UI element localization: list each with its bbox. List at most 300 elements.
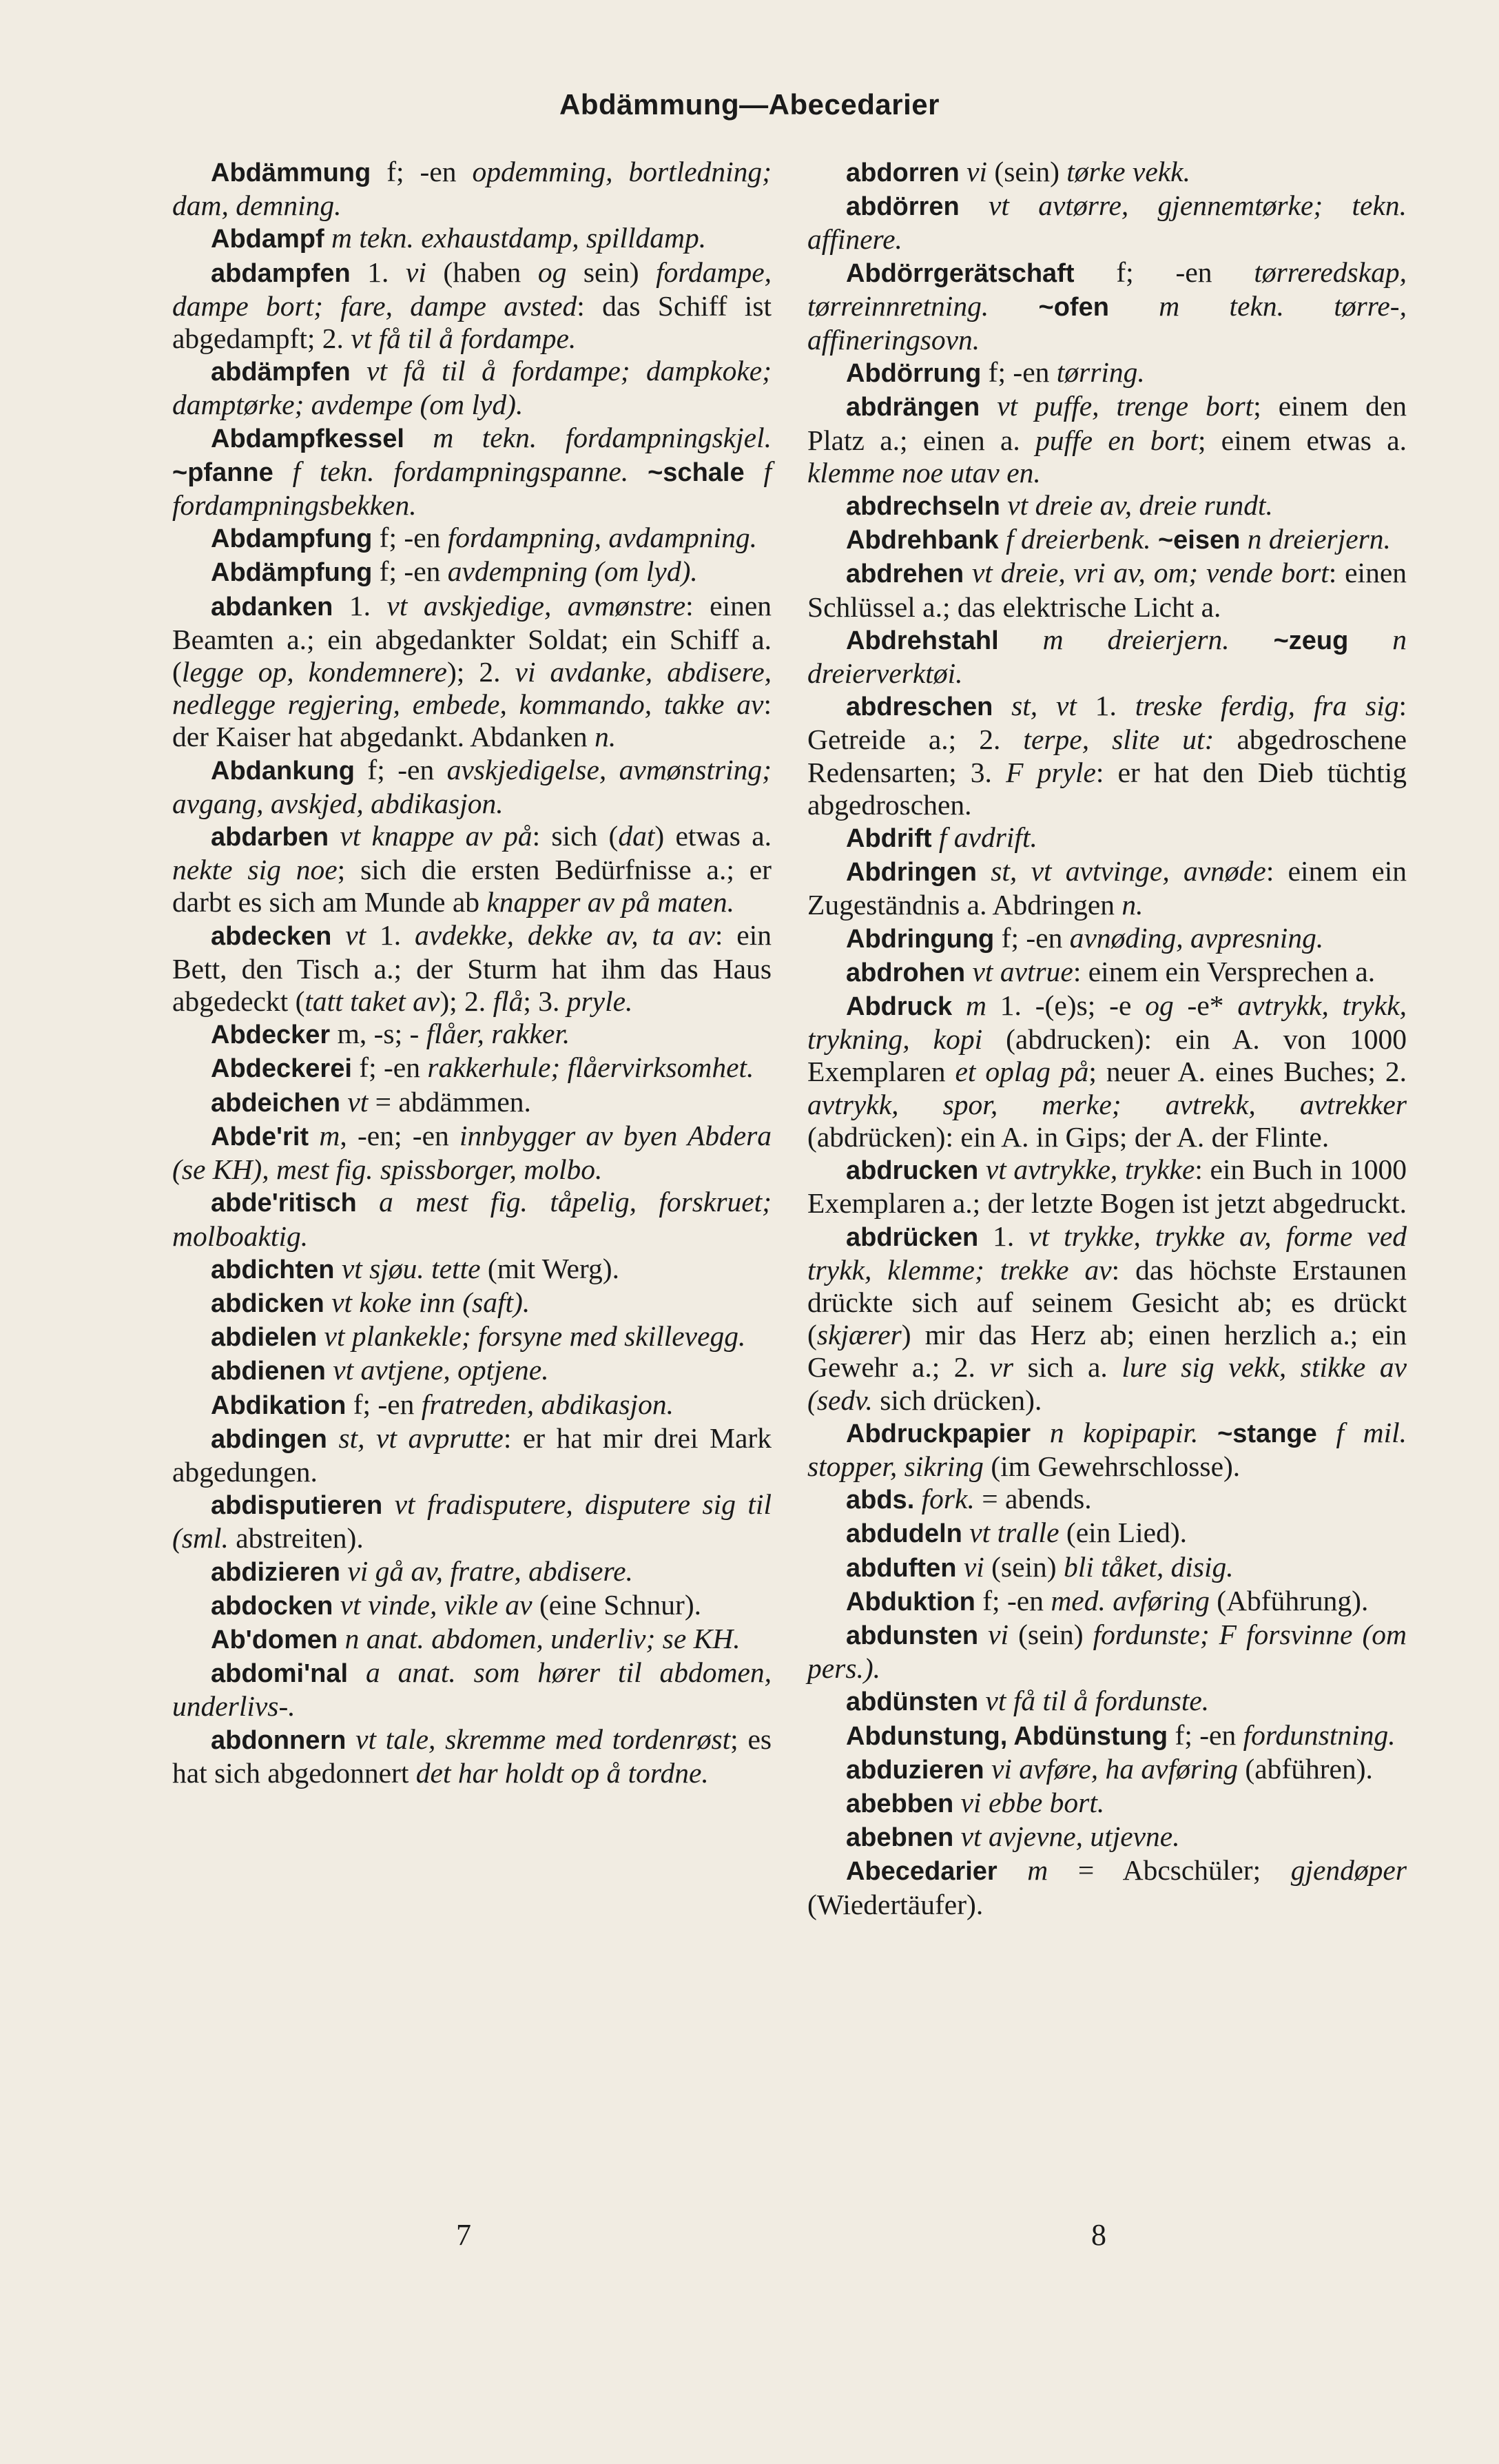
dictionary-entry bbox=[807, 821, 1407, 855]
entry-text: vi avføre, ha avføring bbox=[991, 1752, 1239, 1785]
entry-text: (sein) bbox=[984, 1550, 1064, 1583]
entry-text: fork. bbox=[921, 1483, 975, 1515]
entry-text: f; -en bbox=[372, 555, 448, 588]
entry-text bbox=[962, 1517, 969, 1548]
entry-text: flåer, rakker. bbox=[426, 1018, 570, 1050]
entry-text bbox=[956, 1551, 963, 1583]
dictionary-entry bbox=[807, 922, 1407, 956]
entry-text bbox=[324, 222, 331, 254]
dictionary-entry bbox=[172, 355, 772, 421]
entry-text: vt plankekle; forsyne med skillevegg. bbox=[324, 1320, 746, 1353]
entry-text bbox=[978, 1153, 986, 1185]
entry-text: f fordampningsbekken. bbox=[172, 455, 772, 522]
entry-text: (mit Werg). bbox=[480, 1252, 619, 1284]
entry-text bbox=[932, 821, 939, 853]
entry-headword: Abdampf bbox=[211, 225, 324, 254]
dictionary-entry bbox=[807, 189, 1407, 256]
entry-headword: abdampfen bbox=[211, 258, 351, 288]
entry-text: : ein Bett, den Tisch a.; der Sturm hat ihm das Haus abgedeckt ( bbox=[172, 918, 772, 1018]
entry-headword: Abdecker bbox=[211, 1020, 331, 1050]
entry-text: f; -en bbox=[1168, 1718, 1243, 1751]
dictionary-entry bbox=[807, 855, 1407, 921]
dictionary-entry bbox=[807, 1719, 1407, 1753]
entry-headword: abebben bbox=[846, 1789, 954, 1818]
entry-text: abstreiten). bbox=[228, 1522, 364, 1554]
entry-text: f; -en bbox=[371, 156, 473, 187]
entry-text: fordunste; F forsvinne (om pers.). bbox=[807, 1618, 1407, 1685]
entry-text: : einem ein Versprechen a. bbox=[1073, 955, 1376, 987]
entry-text bbox=[960, 156, 966, 187]
entry-headword: Abdämmung bbox=[211, 158, 371, 187]
entry-text: vi bbox=[966, 156, 988, 187]
entry-text: f; -en bbox=[981, 356, 1057, 389]
entry-text: tørke vekk. bbox=[1066, 156, 1190, 187]
entry-headword: abdrucken bbox=[846, 1156, 979, 1186]
entry-text: klemme noe utav en. bbox=[807, 456, 1041, 489]
entry-text: vt sjøu. tette bbox=[341, 1252, 481, 1284]
entry-text bbox=[745, 455, 764, 487]
entry-text: : einen Beamten a.; ein abgedankter Soldat; ein Schiff a. ( bbox=[172, 589, 772, 688]
dictionary-entry bbox=[172, 1018, 772, 1051]
entry-headword: ~eisen bbox=[1157, 526, 1241, 555]
entry-headword: Abecedarier bbox=[846, 1857, 997, 1887]
entry-text: vt avtrykke, trykke bbox=[985, 1153, 1195, 1186]
entry-text bbox=[1317, 1417, 1336, 1448]
entry-text: vt koke inn (saft). bbox=[331, 1286, 530, 1318]
entry-text: ; neuer A. eines Buches; 2. bbox=[1088, 1056, 1407, 1088]
entry-headword: abdicken bbox=[211, 1289, 324, 1318]
entry-text: tørring. bbox=[1056, 356, 1145, 389]
entry-text bbox=[327, 1422, 339, 1454]
entry-text: : ein Buch in 1000 Exemplaren a.; der letzte Bogen ist jetzt abgedruckt. bbox=[807, 1153, 1407, 1220]
entry-text: m, -s; - bbox=[330, 1018, 426, 1050]
entry-text: vi ebbe bort. bbox=[960, 1786, 1105, 1818]
entry-headword: abdörren bbox=[846, 192, 960, 222]
dictionary-entry bbox=[172, 1656, 772, 1723]
entry-headword: abdünsten bbox=[846, 1687, 979, 1717]
entry-text: vr bbox=[989, 1351, 1014, 1384]
entry-headword: abdudeln bbox=[846, 1519, 962, 1549]
entry-text: sein) bbox=[566, 256, 657, 288]
entry-text: flå bbox=[493, 985, 524, 1018]
entry-text: vt avskjedige, avmønstre bbox=[386, 589, 686, 622]
entry-text bbox=[333, 1589, 340, 1621]
entry-text: legge op, kondemnere bbox=[181, 656, 447, 688]
entry-text: 1. bbox=[978, 1220, 1029, 1252]
entry-text: vt bbox=[345, 918, 366, 951]
entry-text: f; -en bbox=[351, 1051, 428, 1084]
entry-text bbox=[993, 690, 1011, 721]
entry-text: ; einem etwas a. bbox=[1197, 424, 1407, 456]
entry-text bbox=[999, 523, 1006, 555]
dictionary-entry bbox=[172, 1186, 772, 1252]
entry-headword: Abdankung bbox=[211, 756, 355, 786]
entry-text: , -en; -en bbox=[340, 1119, 460, 1151]
dictionary-entry bbox=[172, 1388, 772, 1422]
entry-text: (sein) bbox=[1009, 1618, 1093, 1650]
entry-text: vt knappe av på bbox=[340, 820, 533, 852]
entry-text: n kopipapir. bbox=[1049, 1416, 1199, 1448]
entry-text bbox=[1151, 523, 1158, 555]
entry-text: = abdämmen. bbox=[368, 1085, 531, 1118]
entry-text: : einen Schlüssel a.; das elektrische Licht a. bbox=[807, 557, 1407, 623]
entry-headword: abdienen bbox=[211, 1357, 326, 1386]
entry-headword: Abdämpfung bbox=[211, 558, 373, 588]
column-right bbox=[807, 156, 1407, 1921]
entry-text bbox=[1198, 1417, 1217, 1448]
entry-text: f avdrift. bbox=[938, 821, 1037, 854]
entry-headword: abdomi'nal bbox=[211, 1659, 349, 1689]
entry-text: 1. bbox=[333, 589, 387, 622]
entry-text: vt tralle bbox=[969, 1517, 1059, 1549]
entry-text: fratreden, abdikasjon. bbox=[421, 1388, 674, 1420]
entry-text: (eine Schnur). bbox=[532, 1588, 702, 1621]
dictionary-entry bbox=[807, 1585, 1407, 1619]
entry-text: (abdrücken): ein A. in Gips; der A. der Flinte. bbox=[807, 1120, 1330, 1153]
entry-text: vi gå av, fratre, abdisere. bbox=[347, 1554, 633, 1587]
entry-text: : er hat den Dieb tüchtig abgedroschen. bbox=[807, 756, 1407, 821]
dictionary-entry bbox=[172, 820, 772, 919]
entry-text bbox=[404, 422, 433, 453]
entry-text: (sein) bbox=[987, 156, 1067, 187]
dictionary-entry bbox=[807, 1820, 1407, 1854]
entry-text: vt vinde, vikle av bbox=[340, 1588, 533, 1621]
dictionary-entry bbox=[807, 1551, 1407, 1585]
entry-text: vt avtørre, gjennemtørke; tekn. affinere. bbox=[807, 189, 1407, 256]
dictionary-entry bbox=[172, 222, 772, 256]
entry-text: avskjedigelse, avmønstring; avgang, avskjed, abdikasjon. bbox=[172, 753, 772, 819]
entry-text: = Abcschüler; bbox=[1048, 1854, 1291, 1887]
entry-text: m bbox=[1027, 1854, 1048, 1887]
dictionary-entry bbox=[807, 956, 1407, 989]
entry-text: m dreierjern. bbox=[1042, 623, 1230, 655]
entry-text: F pryle bbox=[1006, 756, 1096, 788]
entry-text bbox=[914, 1483, 921, 1515]
entry-text bbox=[953, 1787, 960, 1818]
entry-text bbox=[334, 1253, 341, 1284]
entry-text: ; einem den Platz a.; einen a. bbox=[807, 390, 1407, 456]
entry-text bbox=[1230, 624, 1274, 655]
entry-text: : einem ein Zugeständnis a. Abdringen bbox=[807, 855, 1407, 921]
entry-text: st, vt avprutte bbox=[338, 1421, 504, 1454]
entry-text: (im Gewehrschlosse). bbox=[983, 1450, 1241, 1482]
dictionary-entry bbox=[172, 1354, 772, 1388]
dictionary-entry bbox=[172, 422, 772, 522]
entry-text bbox=[357, 1186, 379, 1218]
entry-text: vt tale, skremme med tordenrøst bbox=[355, 1723, 731, 1755]
entry-text: m tekn. fordampningskjel. bbox=[433, 421, 772, 453]
dictionary-entry bbox=[172, 1555, 772, 1589]
entry-text: f; -en bbox=[354, 753, 447, 786]
dictionary-entry bbox=[172, 1623, 772, 1656]
dictionary-entry bbox=[172, 1253, 772, 1286]
entry-text: ; 3. bbox=[523, 985, 567, 1018]
entry-text: vt bbox=[347, 1085, 369, 1118]
entry-headword: abduften bbox=[846, 1553, 957, 1583]
entry-text: avdempning (om lyd). bbox=[447, 555, 698, 588]
entry-text: det har holdt op å tordne. bbox=[415, 1756, 709, 1789]
entry-text bbox=[317, 1320, 324, 1352]
entry-text bbox=[351, 355, 366, 387]
entry-headword: abdrängen bbox=[846, 393, 980, 422]
entry-text: f tekn. fordampningspanne. bbox=[292, 455, 629, 487]
entry-headword: abdorren bbox=[846, 158, 960, 187]
entry-headword: abdocken bbox=[211, 1591, 333, 1621]
entry-headword: Abdunstung, Abdünstung bbox=[846, 1721, 1168, 1751]
dictionary-entry bbox=[807, 523, 1407, 557]
entry-text: : er hat mir drei Mark abgedungen. bbox=[172, 1421, 772, 1488]
dictionary-entry bbox=[807, 624, 1407, 690]
entry-text: n anat. abdomen, underliv; se KH. bbox=[344, 1622, 741, 1654]
entry-headword: abdämpfen bbox=[211, 358, 351, 387]
entry-text bbox=[340, 1086, 347, 1118]
entry-text: (Wiedertäufer). bbox=[807, 1888, 984, 1920]
entry-headword: abdizieren bbox=[211, 1557, 340, 1587]
dictionary-entry bbox=[172, 1086, 772, 1120]
entry-text: m bbox=[319, 1119, 340, 1151]
running-header: Abdämmung—Abecedarier bbox=[559, 88, 940, 121]
entry-text: treske ferdig, fra sig bbox=[1135, 690, 1399, 722]
entry-text bbox=[273, 455, 293, 487]
entry-text bbox=[326, 1354, 333, 1386]
entry-headword: Abde'rit bbox=[211, 1122, 309, 1151]
entry-text bbox=[999, 624, 1043, 655]
entry-text bbox=[340, 1555, 347, 1587]
entry-text: et oplag på bbox=[955, 1056, 1089, 1088]
entry-headword: abdarben bbox=[211, 823, 329, 852]
dictionary-entry bbox=[172, 1320, 772, 1354]
entry-text: og bbox=[1145, 989, 1174, 1022]
entry-text: (haben bbox=[426, 256, 538, 288]
entry-headword: abdrehen bbox=[846, 559, 964, 589]
entry-headword: abdichten bbox=[211, 1255, 335, 1284]
entry-text: vt dreie, vri av, om; vende bort bbox=[971, 557, 1329, 589]
dictionary-entry bbox=[172, 754, 772, 820]
entry-text: n dreierjern. bbox=[1247, 523, 1391, 555]
entry-text bbox=[331, 919, 345, 951]
entry-text: pryle. bbox=[566, 985, 633, 1018]
entry-headword: Abdörrgerätschaft bbox=[846, 258, 1075, 288]
entry-text: avnøding, avpresning. bbox=[1069, 921, 1324, 954]
entry-text: vt få til å fordampe; dampkoke; damptørke; avdempe (om lyd). bbox=[172, 355, 772, 421]
dictionary-entry bbox=[172, 156, 772, 222]
entry-text: ; sich die ersten Bedürfnisse a.; er darbt es sich am Munde ab bbox=[172, 854, 772, 918]
entry-text bbox=[1348, 624, 1392, 655]
entry-text: ) etwas a. bbox=[654, 820, 772, 852]
entry-text: bli tåket, disig. bbox=[1064, 1550, 1234, 1583]
entry-text: tatt taket av bbox=[304, 985, 440, 1018]
entry-text: vi bbox=[963, 1550, 984, 1583]
dictionary-entry bbox=[172, 1286, 772, 1320]
entry-text bbox=[952, 989, 966, 1021]
entry-text: sich a. bbox=[1013, 1351, 1122, 1384]
entry-text: opdemming, bortledning; dam, demning. bbox=[172, 156, 772, 222]
entry-text bbox=[309, 1120, 319, 1151]
entry-text: vt avjevne, utjevne. bbox=[960, 1820, 1180, 1853]
entry-text: skjærer bbox=[816, 1319, 902, 1351]
entry-text bbox=[965, 956, 972, 987]
dictionary-entry bbox=[807, 989, 1407, 1153]
entry-text: med. avføring bbox=[1051, 1584, 1210, 1616]
entry-text: = abends. bbox=[974, 1483, 1092, 1515]
entry-text: f dreierbenk. bbox=[1006, 523, 1151, 555]
dictionary-entry bbox=[807, 1153, 1407, 1220]
dictionary-entry bbox=[172, 1589, 772, 1623]
dictionary-entry bbox=[807, 356, 1407, 390]
entry-text: a mest fig. tåpelig, forskruet; molboaktig. bbox=[172, 1186, 772, 1252]
entry-text: terpe, slite ut: bbox=[1023, 723, 1214, 756]
dictionary-entry bbox=[807, 1517, 1407, 1550]
entry-text bbox=[1109, 290, 1159, 322]
entry-text: f; -en bbox=[975, 1584, 1051, 1616]
entry-text: ; es hat sich abgedonnert bbox=[172, 1723, 772, 1789]
page-number-left: 7 bbox=[456, 2218, 471, 2252]
entry-text: : sich ( bbox=[532, 820, 619, 852]
dictionary-entry bbox=[172, 590, 772, 754]
entry-headword: abds. bbox=[846, 1486, 915, 1515]
dictionary-entry bbox=[172, 522, 772, 555]
entry-text: innbygger av byen Abdera (se KH), mest fig. spissborger, molbo. bbox=[172, 1119, 772, 1186]
entry-headword: Abdampfung bbox=[211, 524, 373, 554]
entry-text: dat bbox=[618, 820, 655, 852]
entry-text: fordampe, dampe bort; fare, dampe avsted bbox=[172, 256, 772, 322]
entry-text: f; -en bbox=[346, 1388, 422, 1420]
dictionary-entry bbox=[807, 256, 1407, 357]
entry-text bbox=[989, 290, 1038, 322]
entry-text: (ein Lied). bbox=[1059, 1517, 1188, 1549]
entry-text: avtrykk, spor, merke; avtrekk, avtrekker bbox=[807, 1088, 1407, 1120]
entry-text: rakkerhule; flåervirksomhet. bbox=[427, 1051, 754, 1084]
entry-text: vt avtrue bbox=[972, 955, 1073, 987]
entry-text bbox=[382, 1488, 394, 1520]
dictionary-entry bbox=[172, 1422, 772, 1488]
entry-headword: abdecken bbox=[211, 921, 332, 951]
entry-text: m tekn. tørre-, affineringsovn. bbox=[807, 289, 1407, 356]
dictionary-entry bbox=[807, 489, 1407, 523]
entry-text: 1. bbox=[366, 918, 415, 951]
entry-text: vi bbox=[988, 1618, 1009, 1650]
entry-text: n. bbox=[1121, 889, 1144, 921]
entry-headword: Ab'domen bbox=[211, 1625, 338, 1654]
entry-text: fordampning, avdampning. bbox=[447, 522, 757, 554]
dictionary-entry bbox=[172, 256, 772, 356]
entry-headword: abdeichen bbox=[211, 1088, 340, 1118]
dictionary-entry bbox=[172, 1120, 772, 1186]
entry-text bbox=[324, 1286, 331, 1318]
entry-text: vi avdanke, abdisere, nedlegge regjering, embede, kommando, takke av bbox=[172, 656, 772, 721]
entry-text: vi bbox=[405, 256, 426, 288]
entry-headword: Abduktion bbox=[846, 1587, 975, 1616]
entry-text: vt puffe, trenge bort bbox=[997, 390, 1254, 422]
entry-headword: Abdrehbank bbox=[846, 526, 999, 555]
entry-headword: Abdringung bbox=[846, 924, 995, 954]
dictionary-entry bbox=[807, 390, 1407, 489]
dictionary-entry bbox=[172, 1051, 772, 1085]
entry-text: ) mir das Herz ab; einen herzlich a.; ein Gewehr a.; 2. bbox=[807, 1319, 1407, 1384]
entry-text: m bbox=[965, 989, 986, 1022]
entry-text: abgedroschene Redensarten; 3. bbox=[807, 723, 1407, 788]
entry-text bbox=[978, 1685, 985, 1716]
dictionary-entry bbox=[807, 1787, 1407, 1820]
entry-text bbox=[977, 855, 991, 887]
entry-headword: Abdampfkessel bbox=[211, 424, 404, 453]
entry-headword: abde'ritisch bbox=[211, 1189, 357, 1218]
entry-text bbox=[1240, 523, 1247, 555]
entry-headword: abdrechseln bbox=[846, 492, 1000, 522]
entry-text: avtrykk, trykk, trykning, kopi bbox=[807, 989, 1407, 1056]
entry-text: n dreierverktøi. bbox=[807, 623, 1407, 690]
entry-text: puffe en bort bbox=[1035, 424, 1198, 456]
entry-headword: ~stange bbox=[1217, 1419, 1317, 1448]
dictionary-entry bbox=[807, 1417, 1407, 1483]
column-left bbox=[172, 156, 772, 1789]
entry-headword: abdingen bbox=[211, 1424, 327, 1454]
entry-headword: Abdrift bbox=[846, 824, 932, 854]
entry-text: fordunstning. bbox=[1243, 1718, 1396, 1751]
entry-text bbox=[348, 1656, 366, 1688]
entry-headword: Abdörrung bbox=[846, 359, 982, 389]
entry-text: -e* bbox=[1173, 989, 1238, 1022]
entry-headword: Abdruckpapier bbox=[846, 1419, 1031, 1448]
entry-text: 1. bbox=[1076, 690, 1135, 722]
entry-text: og bbox=[537, 256, 567, 288]
page-number-right: 8 bbox=[1091, 2218, 1106, 2252]
entry-text bbox=[964, 557, 972, 588]
entry-text: (abdrucken): ein A. von 1000 Exemplaren bbox=[807, 1023, 1407, 1088]
entry-text: f; -en bbox=[1074, 256, 1254, 288]
entry-headword: Abdikation bbox=[211, 1390, 347, 1420]
entry-text: vt dreie av, dreie rundt. bbox=[1007, 489, 1273, 522]
entry-headword: abebnen bbox=[846, 1823, 954, 1853]
entry-text: knapper av på maten. bbox=[486, 886, 734, 918]
entry-headword: abdisputieren bbox=[211, 1491, 383, 1521]
entry-text: ); 2. bbox=[446, 656, 515, 688]
entry-headword: Abdrehstahl bbox=[846, 626, 999, 655]
entry-text: gjendøper bbox=[1290, 1854, 1407, 1887]
entry-text bbox=[1031, 1417, 1050, 1448]
entry-text: tørreredskap, tørreinnretning. bbox=[807, 256, 1407, 322]
entry-text bbox=[980, 390, 997, 422]
entry-headword: Abdringen bbox=[846, 858, 977, 887]
entry-text: a anat. som hører til abdomen, underlivs-. bbox=[172, 1656, 772, 1723]
entry-headword: abdonnern bbox=[211, 1725, 347, 1755]
entry-headword: abdreschen bbox=[846, 692, 993, 722]
entry-headword: ~pfanne bbox=[172, 458, 273, 487]
entry-text bbox=[960, 189, 989, 221]
entry-text: f; -en bbox=[372, 522, 448, 554]
entry-text: m tekn. exhaustdamp, spilldamp. bbox=[331, 222, 707, 254]
entry-text: st, vt bbox=[1011, 690, 1077, 722]
dictionary-entry bbox=[172, 1723, 772, 1789]
entry-headword: abdanken bbox=[211, 592, 333, 622]
entry-text bbox=[338, 1623, 344, 1654]
dictionary-entry bbox=[807, 1483, 1407, 1517]
entry-text: vt få til å fordampe. bbox=[351, 322, 577, 355]
entry-headword: Abdruck bbox=[846, 992, 953, 1022]
entry-headword: ~schale bbox=[648, 458, 745, 487]
entry-text: vt trykke, trykke av, forme ved trykk, klemme; trekke av bbox=[807, 1220, 1407, 1286]
dictionary-entry bbox=[807, 1685, 1407, 1718]
entry-headword: abdielen bbox=[211, 1323, 318, 1353]
entry-text: f mil. stopper, sikring bbox=[807, 1416, 1407, 1482]
entry-headword: ~zeug bbox=[1273, 626, 1349, 655]
entry-text: : das Schiff ist abgedampft; 2. bbox=[172, 289, 772, 355]
dictionary-entry bbox=[807, 1753, 1407, 1787]
dictionary-entry bbox=[172, 919, 772, 1018]
entry-text bbox=[978, 1619, 988, 1650]
dictionary-entry bbox=[807, 1619, 1407, 1685]
entry-text bbox=[329, 820, 340, 852]
